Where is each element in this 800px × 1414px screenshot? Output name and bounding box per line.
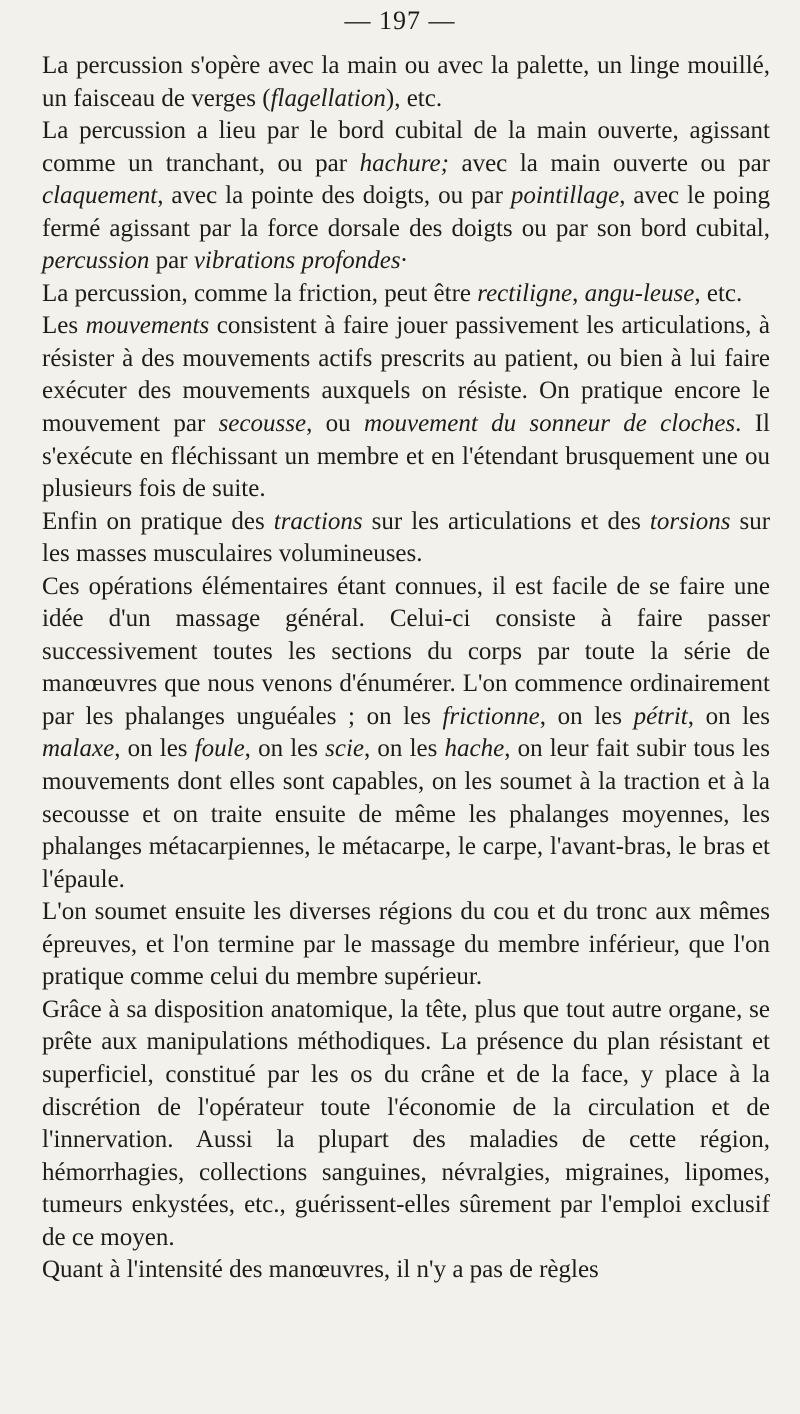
text-run: , on les [244,735,326,763]
text-run: , [572,279,585,307]
italic-term: mouvements [85,312,210,340]
italic-term: angu-leuse [584,279,695,307]
text-run: La percussion s'opère avec la main ou avec la palette, un linge mouillé, un faisceau de verges ( [42,52,770,112]
text-run: , on les [364,735,445,763]
italic-term: frictionne [442,702,540,730]
text-run: La percussion a lieu par le bord cubital de la main ouverte, agissant comme un tranchant, ou par [42,117,770,177]
italic-term: secousse [218,410,307,438]
paragraph [42,115,770,278]
italic-term: hachure; [359,149,449,177]
text-run: Grâce à sa disposition anatomique, la tête, plus que tout autre organe, se prête aux manipulations méthodiques. La présence du plan résistant et superficiel, constitué par les os du crâne et de la face, y place à la discrétion de l'opérateur toute l'économie de la circulation et de l'innervation. Aussi la plupart des maladies de cette région, hémorrhagies, collections sanguines, névralgies, migraines, lipomes, tumeurs enkystées, etc., guérissent-elles sûrement par l'emploi exclusif de ce moyen. [42,995,770,1251]
text-run: , on les [539,702,634,730]
text-run: Ces opérations élémentaires étant connues, il est facile de se faire une idée d'un massage général. Celui-ci consiste à faire passer successivement toutes les sections du corps par toute la série de manœuvres que nous venons d'énumérer. L'on commence ordinairement par les phalanges unguéales ; on les [42,572,770,730]
text-run: , avec le poing fermé agissant par la force dorsale des doigts ou par son bord cubital, [42,182,771,242]
text-run: , avec la pointe des doigts, ou par [157,182,511,210]
paragraph [42,278,770,311]
italic-term: mouvement du sonneur de cloches [363,410,736,438]
italic-term: flagellation [270,84,386,112]
page-number: — 197 — [344,6,456,35]
italic-term: torsions [649,507,731,535]
italic-term: foule [194,735,245,763]
text-run: sur les masses musculaires volumineuses. [42,507,771,568]
paragraph [42,994,770,1254]
text-run: , on leur fait subir tous les mouvements dont elles sont capables, on les soumet à la traction et à la secousse et on traite ensuite de même les phalanges moyennes, les phalanges métacarpiennes, le métacarpe, le carpe, l'avant-bras, le bras et l'épaule. [42,735,770,893]
text-run: sur les articulations et des [362,507,650,535]
text-run: consistent à faire jouer passivement les articulations, à résister à des mouvements actifs prescrits au patient, ou bien à lui faire exécuter des mouvements auxquels on résiste. On pratique encore le mouvement par [42,312,770,438]
italic-term: rectiligne [477,279,573,307]
italic-term: scie [325,735,365,763]
italic-term: pointillage [510,182,620,210]
paragraph [42,896,770,994]
text-run: , on les [114,735,195,763]
italic-term: pétrit [633,702,688,730]
text-run: , etc. [694,279,743,307]
paragraph [42,50,770,115]
text-run: Les [42,312,86,340]
paragraph [42,1254,770,1287]
text-run: ), etc. [385,84,443,112]
text-run: , on les [687,702,770,730]
italic-term: percussion [42,247,150,275]
paragraph [42,506,770,571]
italic-term: claquement [42,182,158,210]
paragraph [42,571,770,896]
italic-term: malaxe [42,735,115,763]
text-run: . Il s'exécute en fléchissant un membre et en l'étendant brusquement une ou plusieurs fois de suite. [42,410,770,503]
text-run: avec la main ouverte ou par [448,149,771,177]
text-run: L'on soumet ensuite les diverses régions du cou et du tronc aux mêmes épreuves, et l'on termine par le massage du membre inférieur, que l'on pratique comme celui du membre supérieur. [42,898,770,991]
text-run: par [149,247,194,275]
italic-term: vibrations profondes· [193,247,407,275]
text-run: Enfin on pratique des [42,507,274,535]
body-text [42,50,770,1287]
text-run: Quant à l'intensité des manœuvres, il n'y a pas de règles [42,1256,599,1284]
italic-term: hache [444,735,505,763]
text-run: La percussion, comme la friction, peut être [42,279,478,307]
paragraph [42,310,770,505]
italic-term: tractions [273,507,363,535]
text-run: , ou [306,410,364,438]
